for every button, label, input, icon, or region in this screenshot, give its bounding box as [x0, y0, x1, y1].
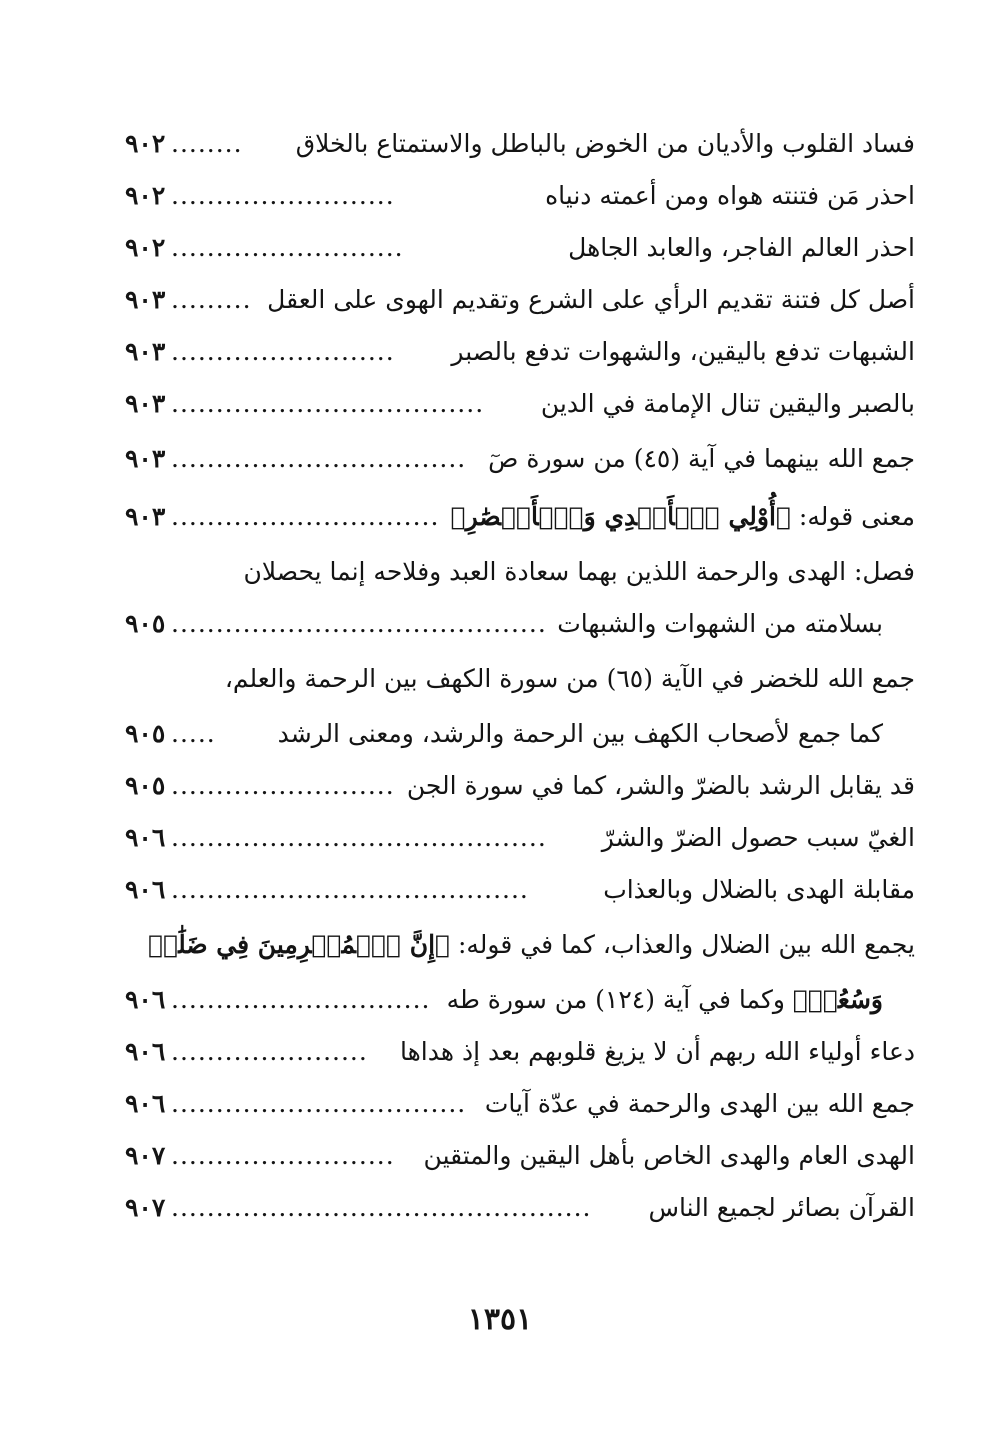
toc-entry-continuation: [125, 708, 915, 760]
leader-dots: ......................: [171, 1037, 368, 1066]
toc-page-number: ٩٠٣: [125, 502, 166, 531]
toc-entry: [125, 274, 915, 326]
leader-dots: ..........................................: [171, 609, 547, 638]
toc-entry: [125, 1182, 915, 1234]
toc-page-number: ٩٠٢: [125, 233, 166, 262]
toc-entry-title: بسلامته من الشهوات والشبهات: [557, 609, 883, 638]
leader-dots: .................................: [171, 1089, 467, 1118]
toc-page-number: ٩٠٣: [125, 444, 166, 473]
toc-entry-title: جمع الله بين الهدى والرحمة في عدّة آيات: [484, 1089, 915, 1118]
toc-entry-title: جمع الله بينهما في آية (٤٥) من سورة صٓ: [488, 444, 915, 473]
toc-entry-title: أصل كل فتنة تقديم الرأي على الشرع وتقديم الهوى على العقل: [267, 285, 915, 314]
toc-entry-title: احذر العالم الفاجر، والعابد الجاهل: [568, 233, 915, 262]
toc-entry-prefix: معنى قوله:: [790, 502, 915, 531]
toc-entry-first-line: [125, 916, 915, 974]
leader-dots: ..............................: [171, 502, 440, 531]
toc-entry-title: دعاء أولياء الله ربهم أن لا يزيغ قلوبهم بعد إذ هداها: [400, 1037, 915, 1066]
leader-dots: .....: [171, 719, 216, 748]
leader-dots: .........................: [171, 181, 395, 210]
toc-entry-title: الغيّ سبب حصول الضرّ والشرّ: [601, 823, 915, 852]
toc-entry: [125, 864, 915, 916]
leader-dots: .........................: [171, 771, 395, 800]
toc-entry: [125, 430, 915, 488]
toc-page-number: ٩٠٣: [125, 337, 166, 366]
toc-page-number: ٩٠٥: [125, 609, 166, 638]
toc-entry: [125, 378, 915, 430]
toc-entry-title: الشبهات تدفع باليقين، والشهوات تدفع بالصبر: [451, 337, 915, 366]
toc-entry-title: بالصبر واليقين تنال الإمامة في الدين: [540, 389, 915, 418]
toc-entry: [125, 118, 915, 170]
leader-dots: ........................................: [171, 875, 529, 904]
toc-page-number: ٩٠٢: [125, 129, 166, 158]
toc-entry: [125, 222, 915, 274]
leader-dots: ...............................................: [171, 1193, 592, 1222]
quran-verse: وَسُعُرٖ﴾: [792, 985, 883, 1014]
toc-entry-title: جمع الله للخضر في الآية (٦٥) من سورة الكهف بين الرحمة والعلم،: [224, 664, 915, 693]
toc-entry-title: [148, 916, 915, 974]
leader-dots: .........................: [171, 1141, 395, 1170]
leader-dots: .................................: [171, 444, 467, 473]
toc-entry-prefix: يجمع الله بين الضلال والعذاب، كما في قوله:: [450, 930, 915, 959]
toc-page-number: ٩٠٦: [125, 1089, 166, 1118]
toc-page-number: ٩٠٣: [125, 389, 166, 418]
toc-page-number: ٩٠٦: [125, 985, 166, 1014]
toc-page-number: ٩٠٧: [125, 1193, 166, 1222]
toc-entry-first-line: [125, 546, 915, 598]
toc-entry: [125, 1026, 915, 1078]
toc-page-number: ٩٠٦: [125, 875, 166, 904]
toc-entry-title: [451, 488, 915, 546]
toc-page-number: ٩٠٧: [125, 1141, 166, 1170]
toc-entry-title: كما جمع لأصحاب الكهف بين الرحمة والرشد، ومعنى الرشد: [277, 719, 883, 748]
leader-dots: ..........................................: [171, 823, 547, 852]
leader-dots: .........................: [171, 337, 395, 366]
toc-entry-continuation: [125, 974, 915, 1026]
leader-dots: .........: [171, 285, 252, 314]
toc-entry-title: فساد القلوب والأديان من الخوض بالباطل والاستمتاع بالخلاق: [295, 129, 915, 158]
leader-dots: ..........................: [171, 233, 404, 262]
toc-page-number: ٩٠٣: [125, 285, 166, 314]
leader-dots: ........: [171, 129, 243, 158]
leader-dots: .............................: [171, 985, 431, 1014]
toc-entry-first-line: [125, 650, 915, 708]
quran-verse: ﴿إِنَّ ٱلۡمُجۡرِمِينَ فِي ضَلَٰلٖ: [148, 930, 451, 959]
toc-entry: [125, 488, 915, 546]
toc-entry-title: الهدى العام والهدى الخاص بأهل اليقين والمتقين: [423, 1141, 915, 1170]
toc-entry-continuation: [125, 598, 915, 650]
toc-page-number: ٩٠٥: [125, 771, 166, 800]
toc-page-number: ٩٠٦: [125, 823, 166, 852]
toc-entry: [125, 812, 915, 864]
toc-entry: [125, 1078, 915, 1130]
toc-entry: [125, 326, 915, 378]
toc-entry: [125, 760, 915, 812]
table-of-contents: [125, 118, 915, 1234]
toc-page-number: ٩٠٦: [125, 1037, 166, 1066]
toc-entry-title: مقابلة الهدى بالضلال وبالعذاب: [603, 875, 915, 904]
toc-entry-title: القرآن بصائر لجميع الناس: [648, 1193, 915, 1222]
toc-entry-title: [447, 974, 883, 1026]
toc-page-number: ٩٠٥: [125, 719, 166, 748]
toc-entry-suffix: وكما في آية (١٢٤) من سورة طه: [446, 985, 793, 1014]
toc-entry: [125, 1130, 915, 1182]
toc-entry-title: احذر مَن فتنته هواه ومن أعمته دنياه: [545, 181, 915, 210]
toc-page-number: ٩٠٢: [125, 181, 166, 210]
toc-entry: [125, 170, 915, 222]
quran-verse: ﴿أُوْلِي ٱلۡأَيۡدِي وَٱلۡأَبۡصَٰرِ﴾: [450, 502, 791, 531]
page-number: ١٣٥١: [467, 1302, 533, 1337]
toc-entry-title: قد يقابل الرشد بالضرّ والشر، كما في سورة الجن: [406, 771, 915, 800]
leader-dots: ...................................: [171, 389, 485, 418]
toc-entry-title: فصل: الهدى والرحمة اللذين بهما سعادة العبد وفلاحه إنما يحصلان: [243, 557, 915, 586]
